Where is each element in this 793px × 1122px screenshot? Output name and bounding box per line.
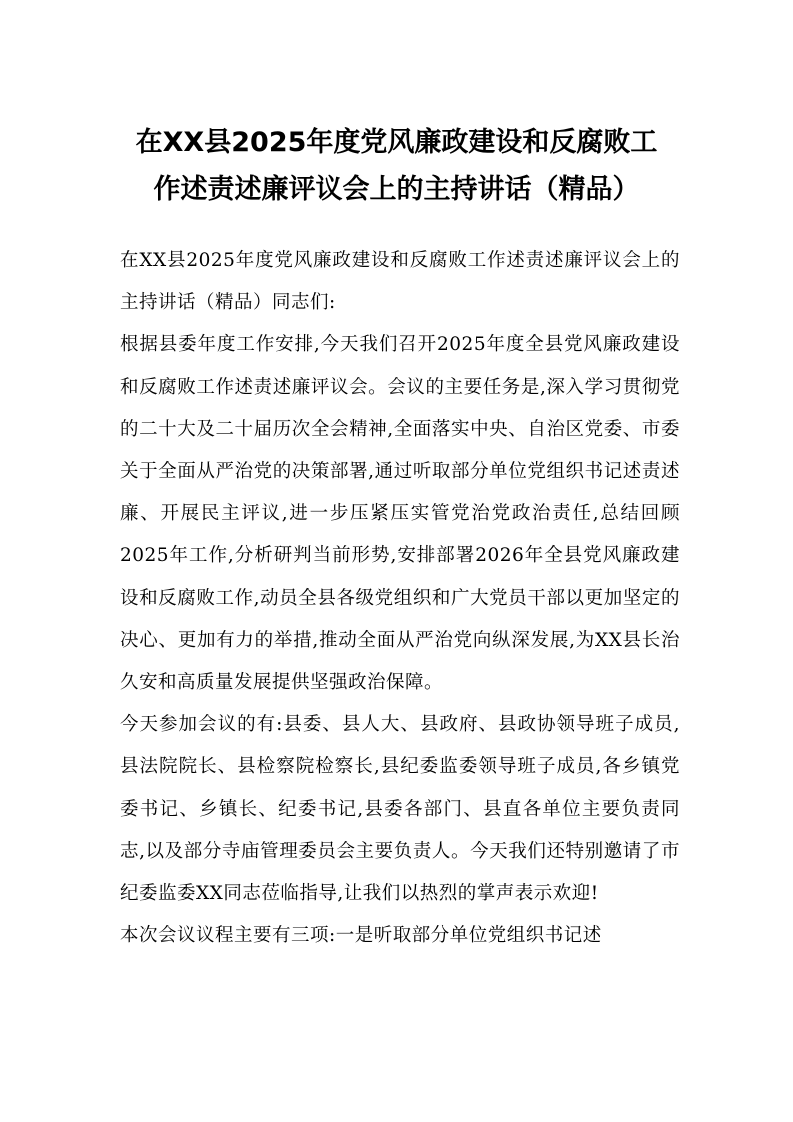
document-title-line-2: 作述责述廉评议会上的主持讲话（精品） bbox=[153, 174, 640, 205]
document-title-line-1: 在XX县2025年度党风廉政建设和反腐败工 bbox=[135, 127, 658, 158]
paragraph-purpose: 根据县委年度工作安排,今天我们召开2025年度全县党风廉政建设和反腐败工作述责述廉评议会。会议的主要任务是,深入学习贯彻党的二十大及二十届历次全会精神,全面落实中央、自治区党委、市委关于全面从严治党的决策部署,通过听取部分单位党组织书记述责述廉、开展民主评议,进一步压紧压实管党治党政治责任,总结回顾2025年工作,分析研判当前形势,安排部署2026年全县党风廉政建设和反腐败工作,动员全县各级党组织和广大党员干部以更加坚定的决心、更加有力的举措,推动全面从严治党向纵深发展,为XX县长治久安和高质量发展提供坚强政治保障。 bbox=[120, 334, 680, 694]
paragraph-agenda: 本次会议议程主要有三项:一是听取部分单位党组织书记述 bbox=[120, 925, 602, 947]
paragraph-opening: 在XX县2025年度党风廉政建设和反腐败工作述责述廉评议会上的主持讲话（精品）同志们: bbox=[120, 250, 680, 314]
document-body bbox=[120, 240, 680, 957]
paragraph-attendees: 今天参加会议的有:县委、县人大、县政府、县政协领导班子成员,县法院院长、县检察院检察长,县纪委监委领导班子成员,各乡镇党委书记、乡镇长、纪委书记,县委各部门、县直各单位主要负责同志,以及部分寺庙管理委员会主要负责人。今天我们还特别邀请了市纪委监委XX同志莅临指导,让我们以热烈的掌声表示欢迎! bbox=[120, 714, 680, 905]
